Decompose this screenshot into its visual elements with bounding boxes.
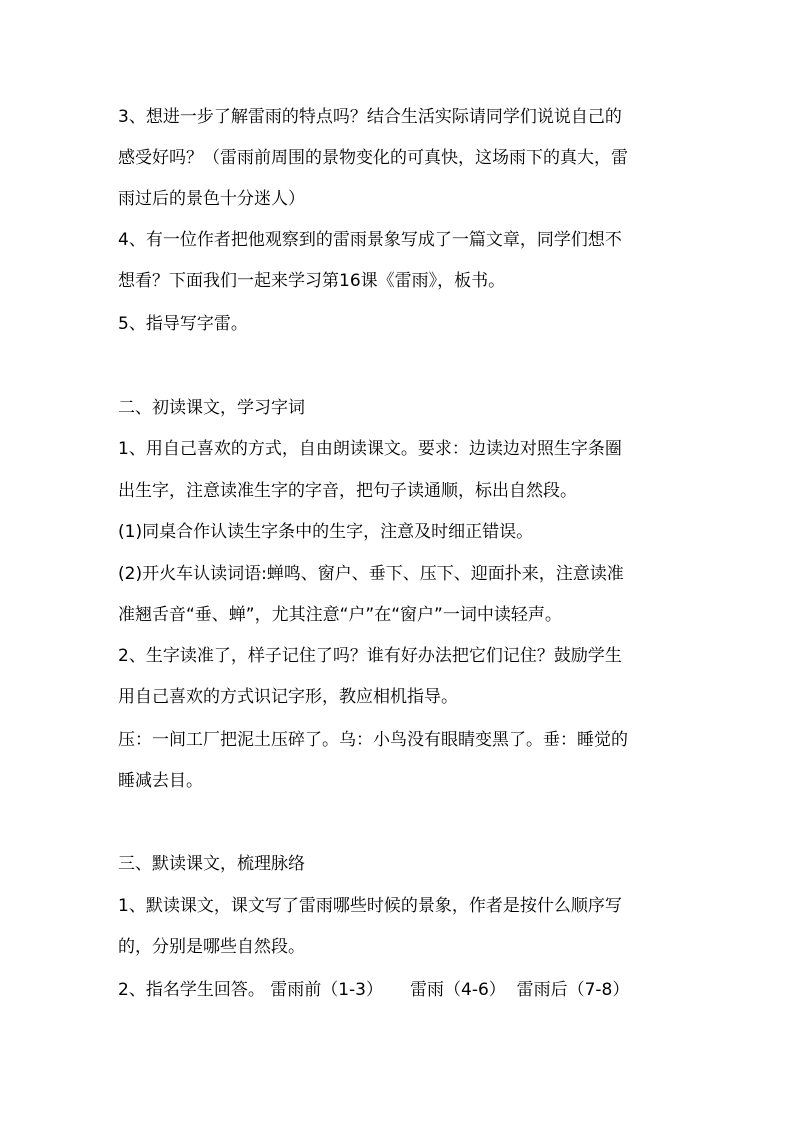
- paragraph-line: 用自己喜欢的方式识记字形，教应相机指导。: [118, 687, 458, 707]
- paragraph-line: 睡减去目。: [118, 771, 203, 791]
- paragraph-line: 雨过后的景色十分迷人）: [118, 189, 305, 209]
- paragraph-line: 4、有一位作者把他观察到的雷雨景象写成了一篇文章，同学们想不: [118, 230, 622, 250]
- paragraph-line: 感受好吗？（雷雨前周围的景物变化的可真快，这场雨下的真大，雷: [118, 148, 628, 168]
- paragraph-line: 想看？下面我们一起来学习第16课《雷雨》，板书。: [118, 271, 506, 291]
- paragraph-line: 准翘舌音“垂、蝉”，尤其注意“户”在“窗户”一词中读轻声。: [118, 605, 562, 625]
- paragraph-line: 2、指名学生回答。 雷雨前（1-3） 雷雨（4-6） 雷雨后（7-8）: [118, 980, 630, 1000]
- paragraph-line: 压：一间工厂把泥土压碎了。乌：小鸟没有眼睛变黑了。垂：睡觉的: [118, 730, 628, 750]
- paragraph-line: (1)同桌合作认读生字条中的生字，注意及时细正错误。: [118, 522, 534, 542]
- paragraph-line: 2、生字读准了，样子记住了吗？谁有好办法把它们记住？鼓励学生: [118, 646, 622, 666]
- paragraph-line: 1、用自己喜欢的方式，自由朗读课文。要求：边读边对照生字条圈: [118, 439, 622, 459]
- paragraph-line: 1、默读课文，课文写了雷雨哪些时候的景象，作者是按什么顺序写: [118, 896, 622, 916]
- paragraph-line: 出生字，注意读准生字的字音，把句子读通顺，标出自然段。: [118, 481, 577, 501]
- section-heading: 二、初读课文，学习字词: [118, 398, 305, 418]
- paragraph-line: (2)开火车认读词语:蝉鸣、窗户、垂下、压下、迎面扑来，注意读准: [118, 564, 624, 584]
- paragraph-line: 3、想进一步了解雷雨的特点吗？结合生活实际请同学们说说自己的: [118, 107, 622, 127]
- paragraph-line: 的，分别是哪些自然段。: [118, 937, 305, 957]
- section-heading: 三、默读课文，梳理脉络: [118, 854, 305, 874]
- paragraph-line: 5、指导写字雷。: [118, 314, 248, 334]
